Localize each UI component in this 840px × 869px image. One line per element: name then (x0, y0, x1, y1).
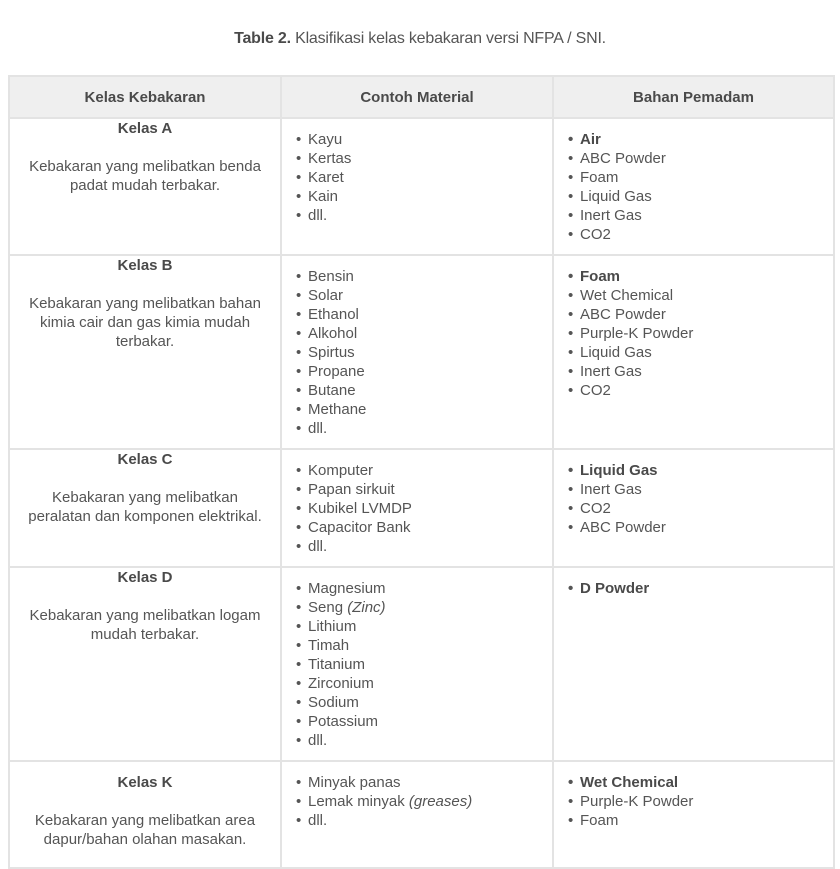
material-cell (281, 761, 553, 868)
kelas-description: Kebakaran yang melibatkan benda padat mudah terbakar. (29, 158, 261, 194)
agent-cell (553, 255, 834, 449)
kelas-description: Kebakaran yang melibatkan peralatan dan komponen elektrikal. (28, 489, 262, 525)
agent-item: • ABC Powder (565, 149, 833, 168)
material-item (293, 792, 552, 811)
material-item: • Sodium (293, 693, 552, 712)
material-item: • Butane (293, 381, 552, 400)
material-list (282, 762, 552, 840)
table-header-row (9, 76, 834, 118)
material-item (293, 598, 552, 617)
kelas-name: Kelas C (117, 451, 173, 468)
material-item: • Alkohol (293, 324, 552, 343)
material-list (282, 256, 552, 448)
kelas-description: Kebakaran yang melibatkan logam mudah terbakar. (29, 607, 261, 643)
agent-list (554, 450, 833, 547)
agent-item: • Purple-K Powder (565, 792, 833, 811)
fire-class-table (8, 75, 835, 869)
material-item: • dll. (293, 731, 552, 750)
table-row-kelas-c (9, 449, 834, 567)
agent-item-primary: • Wet Chemical (565, 773, 833, 792)
kelas-name: Kelas A (117, 120, 173, 137)
agent-item-primary: • Foam (565, 267, 833, 286)
material-cell (281, 255, 553, 449)
material-item: • Komputer (293, 461, 552, 480)
material-item: • dll. (293, 419, 552, 438)
column-header-material: Contoh Material (281, 76, 553, 118)
material-item: • Kubikel LVMDP (293, 499, 552, 518)
kelas-name: Kelas D (117, 569, 173, 586)
material-item: • Timah (293, 636, 552, 655)
agent-cell (553, 449, 834, 567)
agent-item: • CO2 (565, 381, 833, 400)
kelas-cell (9, 761, 281, 868)
material-cell (281, 118, 553, 255)
material-item: • dll. (293, 206, 552, 225)
kelas-cell (9, 118, 281, 255)
agent-item-primary: • Liquid Gas (565, 461, 833, 480)
kelas-name: Kelas B (117, 257, 173, 274)
material-cell (281, 567, 553, 761)
agent-item: • Inert Gas (565, 362, 833, 381)
material-item: • Papan sirkuit (293, 480, 552, 499)
material-item: • Potassium (293, 712, 552, 731)
material-item: • Magnesium (293, 579, 552, 598)
agent-cell (553, 567, 834, 761)
material-item-note: (Zinc) (347, 599, 386, 616)
material-item: • Zirconium (293, 674, 552, 693)
agent-item: • Foam (565, 168, 833, 187)
agent-list (554, 762, 833, 840)
kelas-cell (9, 449, 281, 567)
agent-list (554, 119, 833, 254)
agent-item: • ABC Powder (565, 518, 833, 537)
kelas-cell (9, 567, 281, 761)
agent-item: • CO2 (565, 499, 833, 518)
agent-item-primary: • Air (565, 130, 833, 149)
kelas-description: Kebakaran yang melibatkan bahan kimia cair dan gas kimia mudah terbakar. (29, 295, 261, 350)
material-item: • Ethanol (293, 305, 552, 324)
agent-item: • Inert Gas (565, 480, 833, 499)
kelas-name: Kelas K (117, 774, 173, 791)
material-list (282, 119, 552, 235)
caption-text: Klasifikasi kelas kebakaran versi NFPA / SNI. (295, 30, 606, 47)
table-row-kelas-a (9, 118, 834, 255)
material-item-note: (greases) (408, 793, 473, 810)
material-item: • Kayu (293, 130, 552, 149)
material-item: • Solar (293, 286, 552, 305)
kelas-cell (9, 255, 281, 449)
agent-list (554, 256, 833, 410)
material-item: • Capacitor Bank (293, 518, 552, 537)
material-item: • Bensin (293, 267, 552, 286)
material-item: • Kain (293, 187, 552, 206)
table-row-kelas-k (9, 761, 834, 868)
agent-item: • ABC Powder (565, 305, 833, 324)
caption-label: Table 2. (234, 30, 291, 47)
material-item: • Propane (293, 362, 552, 381)
material-cell (281, 449, 553, 567)
table-row-kelas-d (9, 567, 834, 761)
material-item: • Karet (293, 168, 552, 187)
agent-list (554, 568, 833, 608)
material-item: • Kertas (293, 149, 552, 168)
material-item: • Methane (293, 400, 552, 419)
agent-item: • Wet Chemical (565, 286, 833, 305)
agent-item: • Foam (565, 811, 833, 830)
agent-item: • Purple-K Powder (565, 324, 833, 343)
agent-item: • CO2 (565, 225, 833, 244)
agent-item: • Liquid Gas (565, 343, 833, 362)
agent-item: • Inert Gas (565, 206, 833, 225)
material-item: • Titanium (293, 655, 552, 674)
material-item-text: Lemak minyak (308, 793, 405, 810)
agent-item-primary: • D Powder (565, 579, 833, 598)
agent-cell (553, 118, 834, 255)
material-list (282, 450, 552, 566)
agent-cell (553, 761, 834, 868)
table-row-kelas-b (9, 255, 834, 449)
material-item: • Spirtus (293, 343, 552, 362)
table-caption (0, 30, 840, 48)
material-item: • Minyak panas (293, 773, 552, 792)
column-header-pemadam: Bahan Pemadam (553, 76, 834, 118)
material-item: • dll. (293, 811, 552, 830)
kelas-description: Kebakaran yang melibatkan area dapur/bahan olahan masakan. (34, 812, 256, 848)
column-header-kelas: Kelas Kebakaran (9, 76, 281, 118)
material-item: • Lithium (293, 617, 552, 636)
material-list (282, 568, 552, 760)
agent-item: • Liquid Gas (565, 187, 833, 206)
material-item-text: Seng (308, 599, 344, 616)
material-item: • dll. (293, 537, 552, 556)
